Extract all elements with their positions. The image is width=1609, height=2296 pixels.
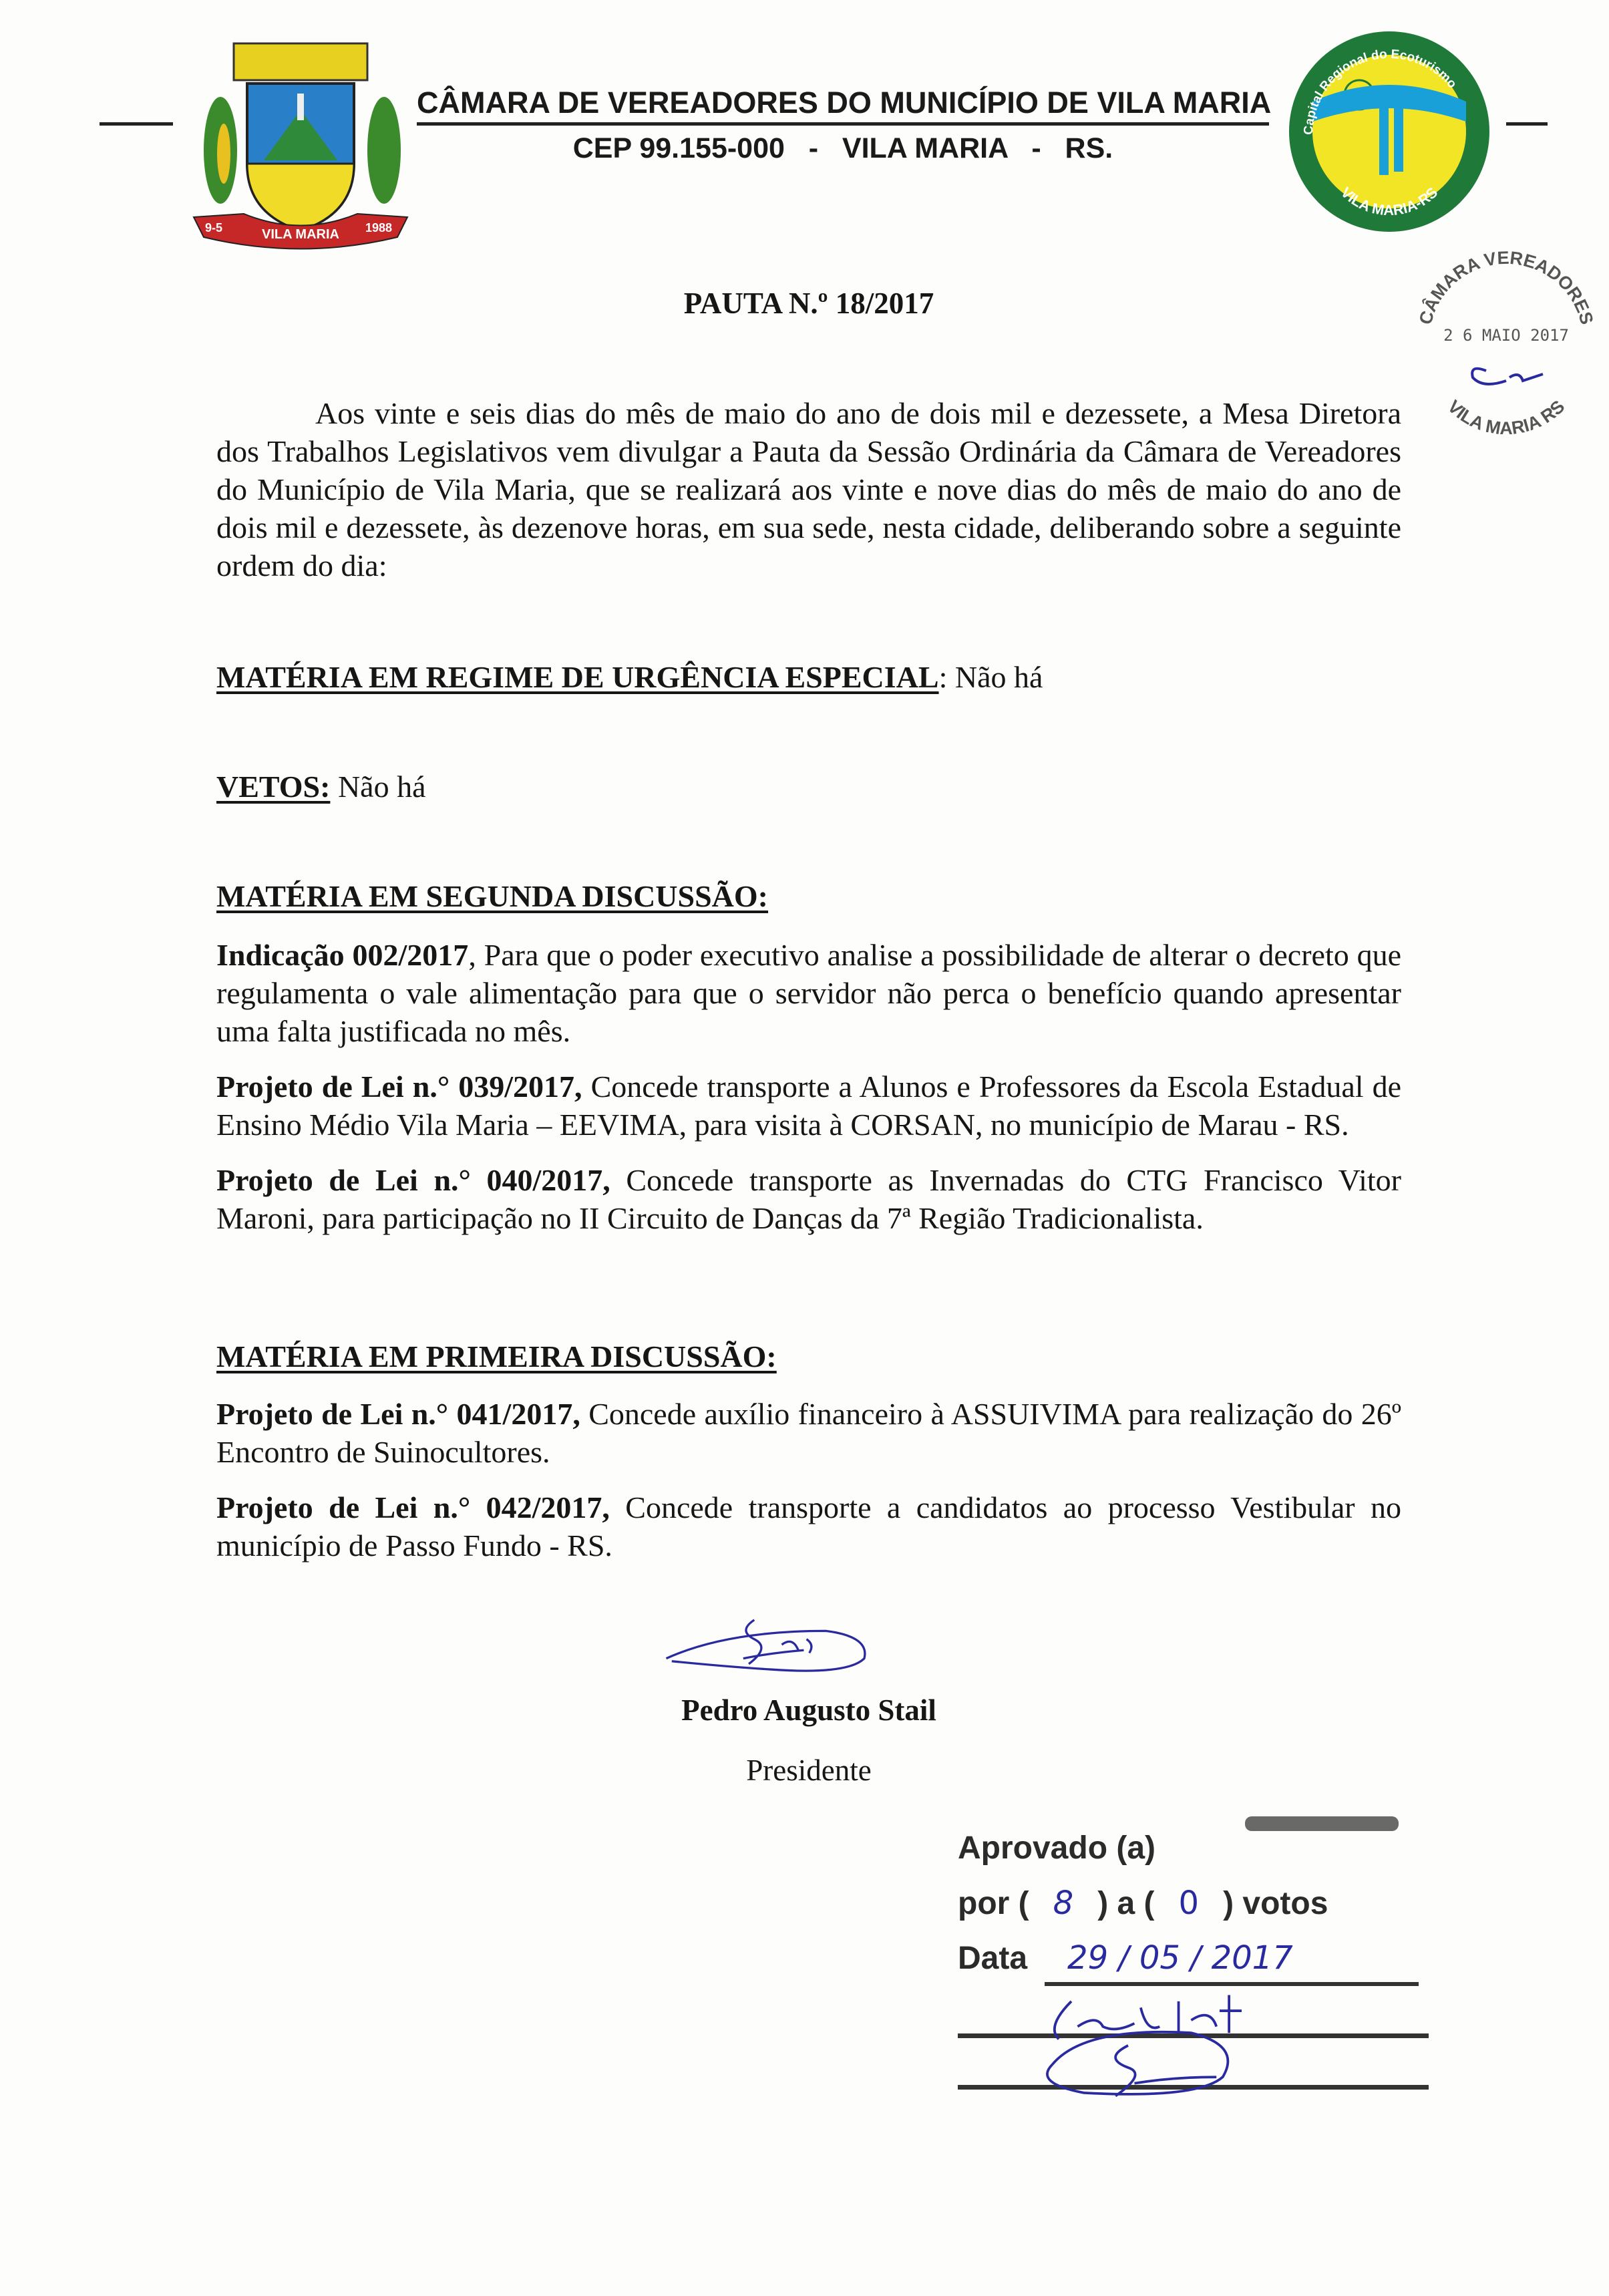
approval-signatures [1025, 1989, 1345, 2102]
item-ref: Projeto de Lei n.° 039/2017, [216, 1070, 582, 1104]
item-text: Concede transporte a candidatos ao processo Vestibular no município de Passo Fundo - RS. [216, 1490, 1401, 1563]
ecotourism-logo-icon [1286, 28, 1493, 235]
date-label: Data [958, 1941, 1028, 1976]
stamp-top-text: CÂMARA VEREADORES [1415, 247, 1598, 327]
votos-label: ) votos [1223, 1886, 1328, 1921]
stamp-smudge [1245, 1816, 1399, 1831]
signature-block [216, 1598, 1401, 1790]
section-vetos [216, 768, 1401, 806]
section-second-discussion [216, 877, 1401, 915]
votes-row [958, 1884, 1328, 1923]
svg-text:VILA MARIA RS [1444, 396, 1569, 438]
item-text: Concede transporte a Alunos e Professores da Escola Estadual de Ensino Médio Vila Maria – EEVIMA, para visita à CORSAN, no município de Marau - RS. [216, 1070, 1401, 1142]
item-ref: Projeto de Lei n.° 042/2017, [216, 1490, 610, 1524]
agenda-item [216, 1395, 1401, 1471]
signer-name: Pedro Augusto Stail [681, 1693, 936, 1727]
item-ref: Projeto de Lei n.° 041/2017, [216, 1397, 580, 1431]
section-heading: VETOS: [216, 770, 331, 804]
stamp-date: 2 6 MAIO 2017 [1443, 326, 1569, 345]
item-text: Concede transporte as Invernadas do CTG Francisco Vitor Maroni, para participação no II Circuito de Danças da 7ª Região Tradicionalista. [216, 1163, 1401, 1235]
received-stamp [1406, 240, 1606, 441]
date-month: 05 [1139, 1939, 1180, 1977]
section-first-discussion [216, 1337, 1401, 1375]
header-subtitle: CEP 99.155-000 - VILA MARIA - RS. [572, 132, 1113, 164]
signer-role: Presidente [746, 1754, 872, 1787]
date-underline [1045, 1982, 1419, 1986]
date-day: 29 [1067, 1939, 1109, 1977]
section-value: : Não há [938, 660, 1043, 694]
crest-banner-left: 9-5 [205, 221, 223, 234]
agenda-item [216, 1068, 1401, 1144]
section-urgency [216, 658, 1401, 696]
header-rule [417, 122, 1269, 126]
agenda-item [216, 936, 1401, 1050]
agenda-item [216, 1488, 1401, 1565]
logo-ring-text: Capital Regional do Ecoturismo [1301, 47, 1459, 136]
votes-against: 0 [1178, 1884, 1200, 1922]
approval-stamp [958, 1810, 1439, 2104]
agenda-item [216, 1161, 1401, 1237]
header-rule-right [1506, 122, 1548, 126]
header-rule-left [100, 122, 173, 126]
section-heading: MATÉRIA EM SEGUNDA DISCUSSÃO: [216, 879, 769, 913]
votes-for: 8 [1053, 1884, 1074, 1922]
date-year: 2017 [1211, 1939, 1293, 1977]
item-text: Concede auxílio financeiro à ASSUIVIMA para realização do 26º Encontro de Suinocultores. [216, 1397, 1401, 1469]
section-heading: MATÉRIA EM REGIME DE URGÊNCIA ESPECIAL [216, 660, 939, 694]
a-label: ) a ( [1097, 1886, 1155, 1921]
header-title: CÂMARA DE VEREADORES DO MUNICÍPIO DE VILA MARIA [417, 86, 1272, 120]
document-title: PAUTA N.º 18/2017 [683, 287, 934, 320]
intro-paragraph [216, 394, 1401, 585]
document-body [216, 394, 1401, 2104]
crest-banner-center: VILA MARIA [262, 227, 339, 242]
item-ref: Indicação 002/2017 [216, 938, 469, 972]
president-signature [637, 1598, 904, 1691]
municipal-crest-icon [190, 37, 411, 251]
date-row: Data 29 / 05 / 2017 [958, 1939, 1293, 1977]
stamp-bottom-text: VILA MARIA RS [1443, 396, 1569, 439]
por-label: por ( [958, 1886, 1029, 1921]
approved-label: Aprovado (a) [958, 1830, 1156, 1866]
crest-banner-right: 1988 [365, 221, 393, 234]
section-value: Não há [330, 770, 426, 804]
item-text: , Para que o poder executivo analise a possibilidade de alterar o decreto que regulamenta o vale alimentação para que o servidor não perca o benefício quando apresentar uma falta justificada no mês. [216, 938, 1401, 1048]
intro-text: Aos vinte e seis dias do mês de maio do ano de dois mil e dezessete, a Mesa Diretora dos Trabalhos Legislativos vem divulgar a Pauta da Sessão Ordinária da Câmara de Vereadores do Município de Vila Maria, que se realizará aos vinte e nove dias do mês de maio do ano de dois mil e dezessete, às dezenove horas, em sua sede, nesta cidade, deliberando sobre a seguinte ordem do dia: [216, 396, 1401, 583]
stamp-initials-signature [1472, 369, 1543, 384]
section-heading: MATÉRIA EM PRIMEIRA DISCUSSÃO: [216, 1339, 777, 1373]
item-ref: Projeto de Lei n.° 040/2017, [216, 1163, 610, 1197]
logo-bottom-text: VILA MARIA-RS [1337, 184, 1441, 219]
